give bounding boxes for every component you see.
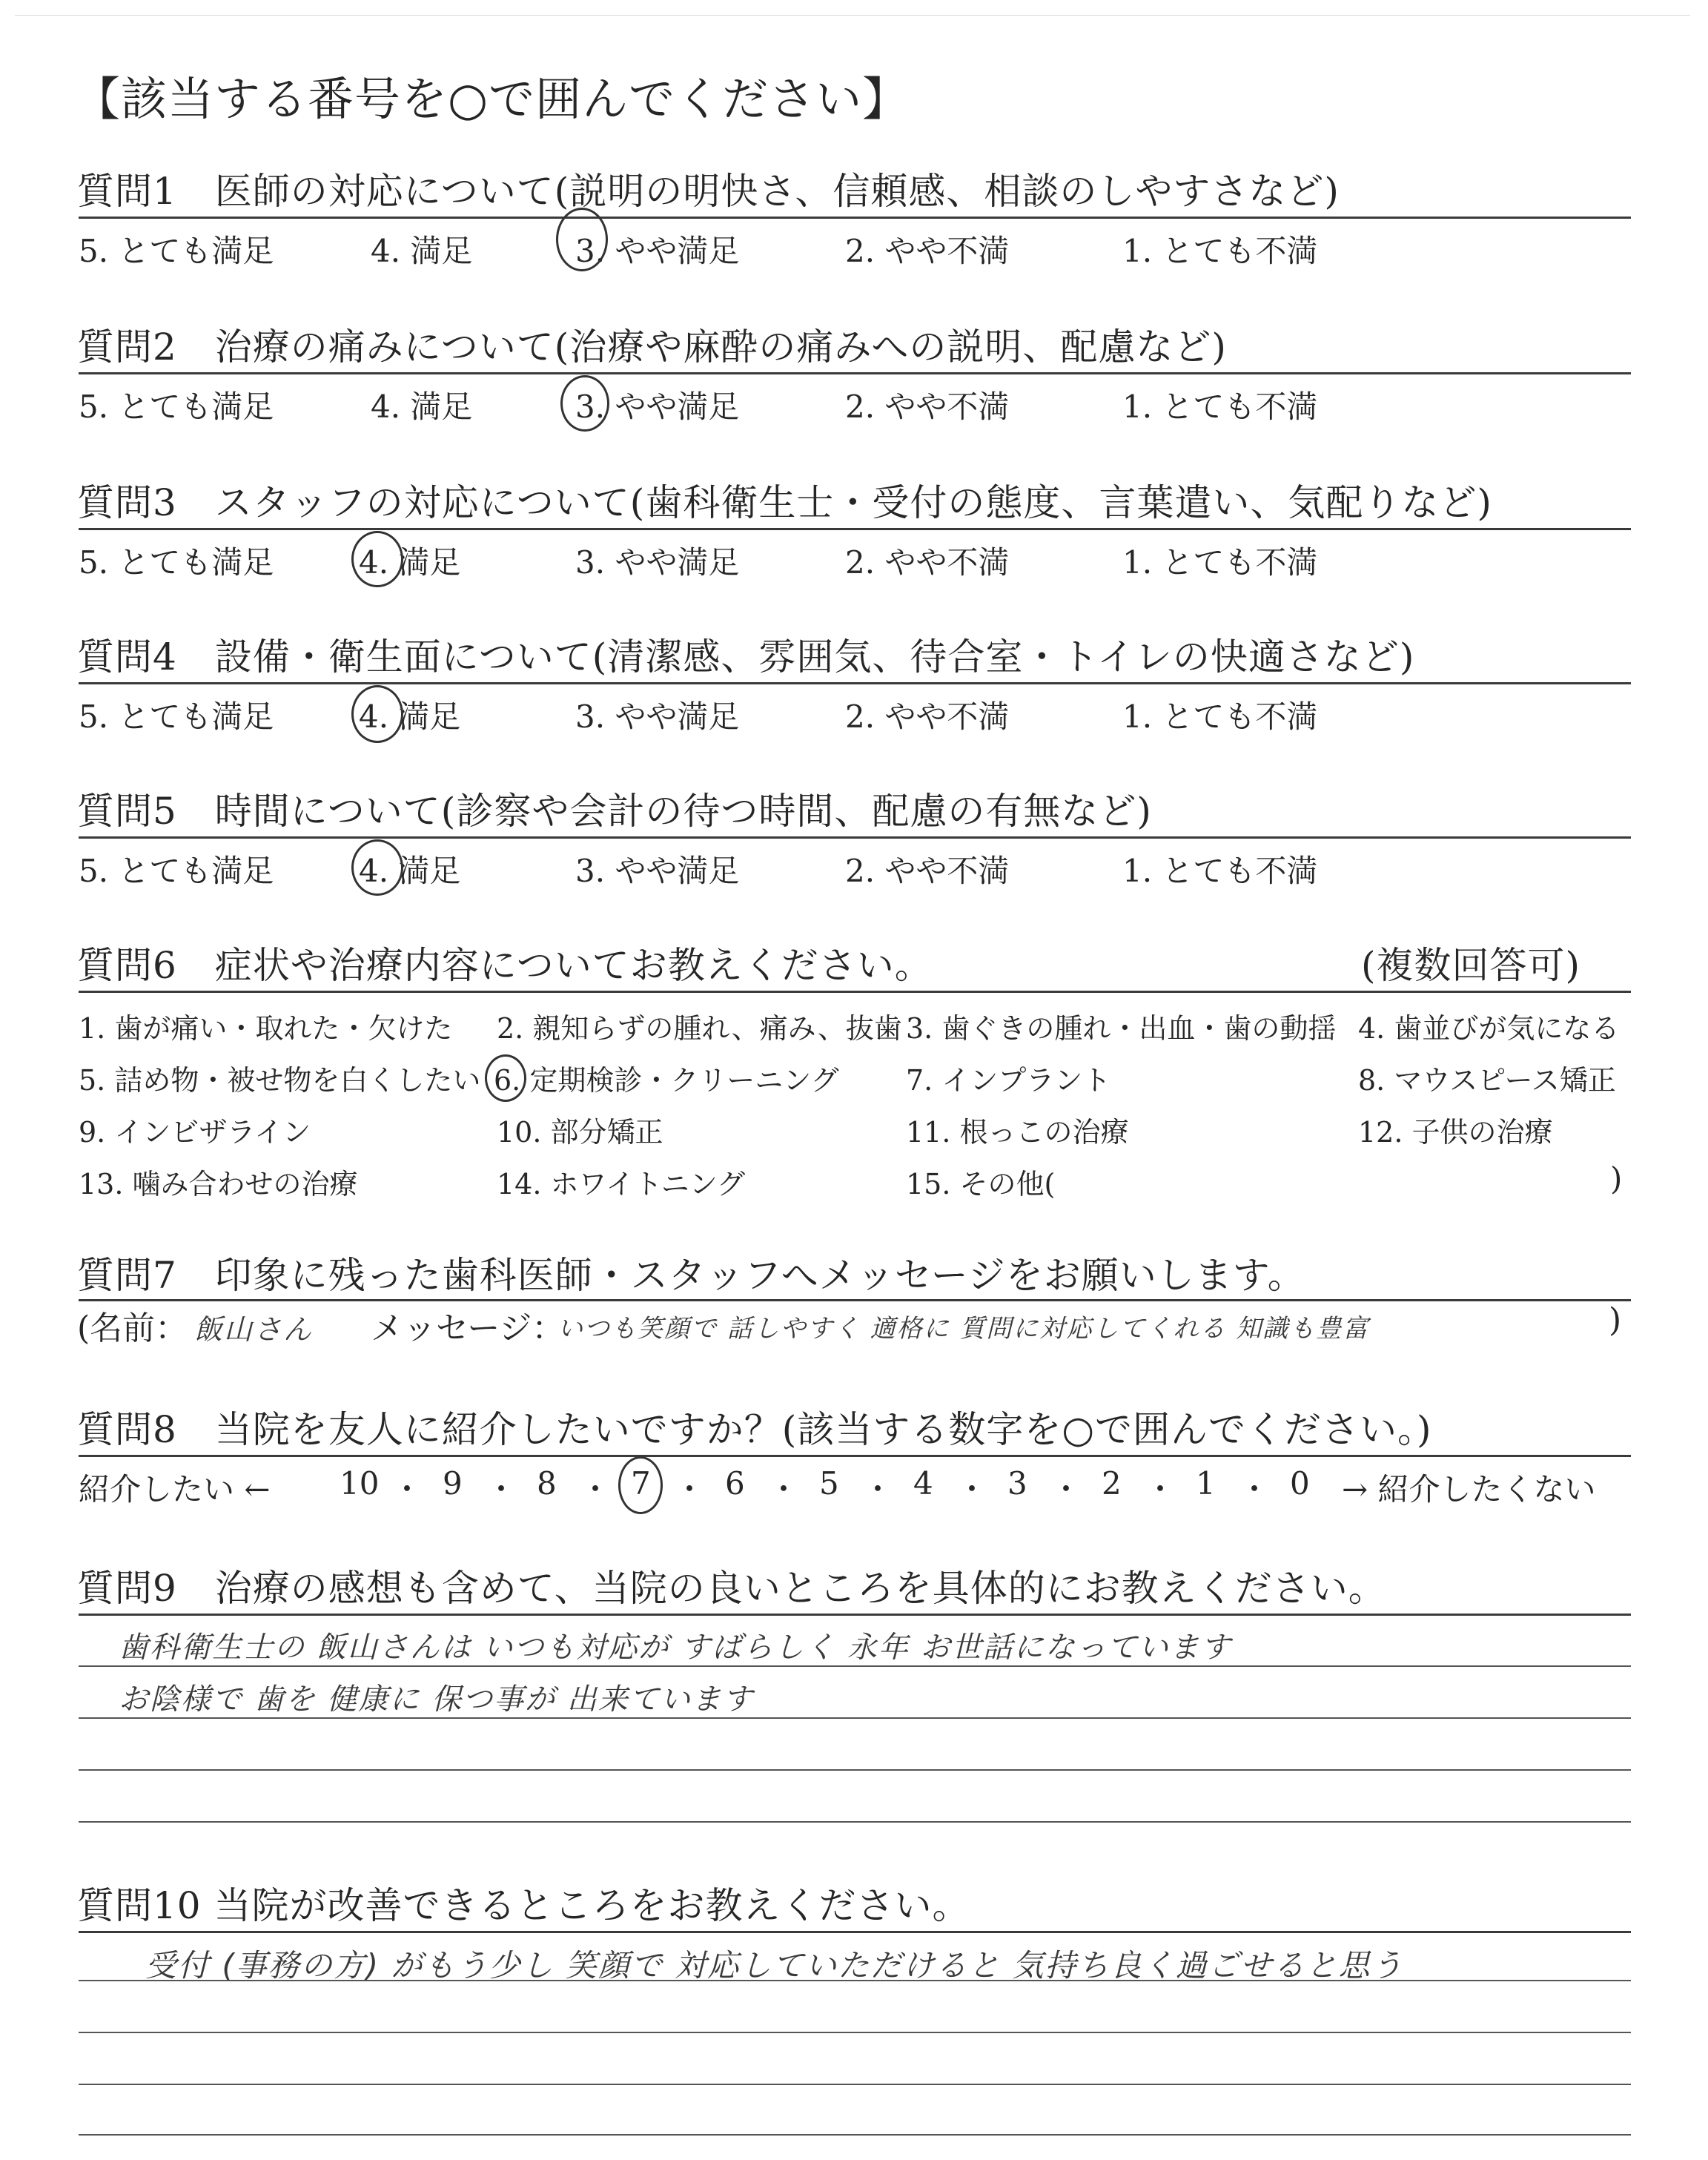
q8-selected-circle <box>618 1456 663 1514</box>
recommend-number-0[interactable]: 0 <box>1290 1465 1310 1502</box>
recommend-separator-dot: ・ <box>768 1471 800 1507</box>
question-5-label: 質問5 時間について(診察や会計の待つ時間、配慮の有無など) <box>77 790 1152 833</box>
q6-option-15[interactable]: 15. その他( <box>906 1168 1056 1200</box>
recommend-number-9[interactable]: 9 <box>443 1465 463 1502</box>
question-3-rule <box>79 528 1631 530</box>
recommend-number-7[interactable]: 7 <box>631 1465 651 1502</box>
q3-option-4[interactable]: 4. 満足 <box>359 544 461 581</box>
question-6-note: (複数回答可) <box>1361 944 1581 987</box>
q6-option-14[interactable]: 14. ホワイトニング <box>497 1168 746 1200</box>
q6-option-2[interactable]: 2. 親知らずの腫れ、痛み、抜歯 <box>497 1012 902 1045</box>
question-7-rule <box>79 1299 1631 1301</box>
recommend-number-3[interactable]: 3 <box>1007 1465 1027 1502</box>
recommend-separator-dot: ・ <box>391 1471 423 1507</box>
recommend-number-5[interactable]: 5 <box>819 1465 839 1502</box>
page-top-edge <box>15 15 1690 16</box>
q4-selected-circle <box>351 685 403 743</box>
q7-message-label: メッセージ： <box>371 1309 565 1347</box>
q1-option-3[interactable]: 3. やや満足 <box>575 233 740 269</box>
q4-option-1[interactable]: 1. とても不満 <box>1122 698 1318 735</box>
recommend-separator-dot: ・ <box>580 1471 612 1507</box>
q6-option-7[interactable]: 7. インプラント <box>906 1064 1111 1097</box>
q4-option-3[interactable]: 3. やや満足 <box>575 698 740 735</box>
question-3-label: 質問3 スタッフの対応について(歯科衛生士・受付の態度、言葉遣い、気配りなど) <box>77 481 1492 524</box>
question-2-label: 質問2 治療の痛みについて(治療や麻酔の痛みへの説明、配慮など) <box>77 326 1227 369</box>
q9-answer-line-3 <box>79 1769 1631 1771</box>
q2-option-5[interactable]: 5. とても満足 <box>79 389 274 425</box>
q7-close-paren: ) <box>1609 1301 1622 1339</box>
q1-option-5[interactable]: 5. とても満足 <box>79 233 274 269</box>
q6-selected-circle <box>485 1054 526 1102</box>
q6-option-3[interactable]: 3. 歯ぐきの腫れ・出血・歯の動揺 <box>906 1012 1337 1045</box>
q6-option-12[interactable]: 12. 子供の治療 <box>1358 1116 1553 1149</box>
question-4-label: 質問4 設備・衛生面について(清潔感、雰囲気、待合室・トイレの快適さなど) <box>77 635 1415 678</box>
q5-option-5[interactable]: 5. とても満足 <box>79 853 274 889</box>
form-title: 【該当する番号を○で囲んでください】 <box>74 72 910 126</box>
q1-selected-circle <box>556 208 608 271</box>
q7-message-handwriting[interactable]: いつも笑顔で 話しやすく 適格に 質問に対応してくれる 知識も豊富 <box>557 1314 1370 1344</box>
recommend-number-10[interactable]: 10 <box>340 1465 380 1502</box>
q10-answer-line-2 <box>79 2032 1631 2033</box>
recommend-right-label: → 紹介したくない <box>1342 1471 1596 1507</box>
q3-option-1[interactable]: 1. とても不満 <box>1122 544 1318 581</box>
q3-option-3[interactable]: 3. やや満足 <box>575 544 740 581</box>
question-9-rule <box>79 1614 1631 1616</box>
q5-option-3[interactable]: 3. やや満足 <box>575 853 740 889</box>
q2-selected-circle <box>560 375 609 432</box>
q2-option-4[interactable]: 4. 満足 <box>371 389 473 425</box>
q2-option-1[interactable]: 1. とても不満 <box>1122 389 1318 425</box>
q4-option-4[interactable]: 4. 満足 <box>359 698 461 735</box>
q3-selected-circle <box>351 531 403 587</box>
q4-option-5[interactable]: 5. とても満足 <box>79 698 274 735</box>
recommend-separator-dot: ・ <box>1145 1471 1176 1507</box>
q10-answer-line-3 <box>79 2084 1631 2085</box>
q3-option-5[interactable]: 5. とても満足 <box>79 544 274 581</box>
q1-option-4[interactable]: 4. 満足 <box>371 233 473 269</box>
question-1-rule <box>79 217 1631 219</box>
recommend-separator-dot: ・ <box>1239 1471 1271 1507</box>
q9-answer-handwriting-1[interactable]: 歯科衛生士の 飯山さんは いつも対応が すばらしく 永年 お世話になっています <box>119 1631 1232 1665</box>
question-4-rule <box>79 682 1631 684</box>
q6-option-9[interactable]: 9. インビザライン <box>79 1116 311 1149</box>
q6-option-5[interactable]: 5. 詰め物・被せ物を白くしたい <box>79 1064 481 1097</box>
recommend-number-2[interactable]: 2 <box>1102 1465 1122 1502</box>
q5-option-1[interactable]: 1. とても不満 <box>1122 853 1318 889</box>
question-5-rule <box>79 836 1631 839</box>
q9-answer-handwriting-2[interactable]: お陰様で 歯を 健康に 保つ事が 出来ています <box>119 1682 754 1717</box>
q5-option-4[interactable]: 4. 満足 <box>359 853 461 889</box>
question-10-label: 質問10 当院が改善できるところをお教えください。 <box>77 1884 970 1927</box>
q2-option-3[interactable]: 3. やや満足 <box>575 389 740 425</box>
question-6-rule <box>79 991 1631 993</box>
q6-option-8[interactable]: 8. マウスピース矯正 <box>1358 1064 1616 1097</box>
q6-option-4[interactable]: 4. 歯並びが気になる <box>1358 1012 1620 1045</box>
q7-name-label: (名前： <box>77 1309 188 1347</box>
q6-option-10[interactable]: 10. 部分矯正 <box>497 1116 663 1149</box>
recommend-separator-dot: ・ <box>674 1471 706 1507</box>
q6-option-11[interactable]: 11. 根っこの治療 <box>906 1116 1129 1149</box>
recommend-separator-dot: ・ <box>862 1471 894 1507</box>
recommend-number-1[interactable]: 1 <box>1196 1465 1216 1502</box>
question-1-label: 質問1 医師の対応について(説明の明快さ、信頼感、相談のしやすさなど) <box>77 170 1340 213</box>
question-9-label: 質問9 治療の感想も含めて、当院の良いところを具体的にお教えください。 <box>77 1567 1386 1610</box>
question-10-rule <box>79 1931 1631 1933</box>
q9-answer-line-4 <box>79 1821 1631 1823</box>
q5-option-2[interactable]: 2. やや不満 <box>845 853 1010 889</box>
recommend-separator-dot: ・ <box>956 1471 988 1507</box>
question-2-rule <box>79 372 1631 374</box>
q6-option-15-close-paren: ) <box>1610 1160 1623 1197</box>
q6-option-1[interactable]: 1. 歯が痛い・取れた・欠けた <box>79 1012 453 1045</box>
q2-option-2[interactable]: 2. やや不満 <box>845 389 1010 425</box>
question-8-label: 質問8 当院を友人に紹介したいですか？(該当する数字を○で囲んでください。) <box>77 1408 1432 1451</box>
q6-option-6[interactable]: 6. 定期検診・クリーニング <box>494 1064 839 1097</box>
q10-answer-handwriting-1[interactable]: 受付 (事務の方) がもう少し 笑顔で 対応していただけると 気持ち良く過ごせると思う <box>145 1947 1404 1984</box>
q5-selected-circle <box>351 839 403 896</box>
q3-option-2[interactable]: 2. やや不満 <box>845 544 1010 581</box>
recommend-number-8[interactable]: 8 <box>537 1465 557 1502</box>
recommend-left-label: 紹介したい ← <box>79 1471 271 1507</box>
recommend-number-6[interactable]: 6 <box>725 1465 745 1502</box>
q1-option-2[interactable]: 2. やや不満 <box>845 233 1010 269</box>
q7-name-handwriting[interactable]: 飯山さん <box>194 1313 314 1346</box>
recommend-number-4[interactable]: 4 <box>913 1465 933 1502</box>
q10-answer-line-4 <box>79 2134 1631 2136</box>
question-6-label: 質問6 症状や治療内容についてお教えください。 <box>77 944 933 987</box>
q6-option-13[interactable]: 13. 噛み合わせの治療 <box>79 1168 358 1200</box>
q4-option-2[interactable]: 2. やや不満 <box>845 698 1010 735</box>
recommend-separator-dot: ・ <box>1050 1471 1082 1507</box>
question-8-rule <box>79 1455 1631 1457</box>
q1-option-1[interactable]: 1. とても不満 <box>1122 233 1318 269</box>
recommend-separator-dot: ・ <box>486 1471 517 1507</box>
question-7-label: 質問7 印象に残った歯科医師・スタッフへメッセージをお願いします。 <box>77 1254 1305 1297</box>
